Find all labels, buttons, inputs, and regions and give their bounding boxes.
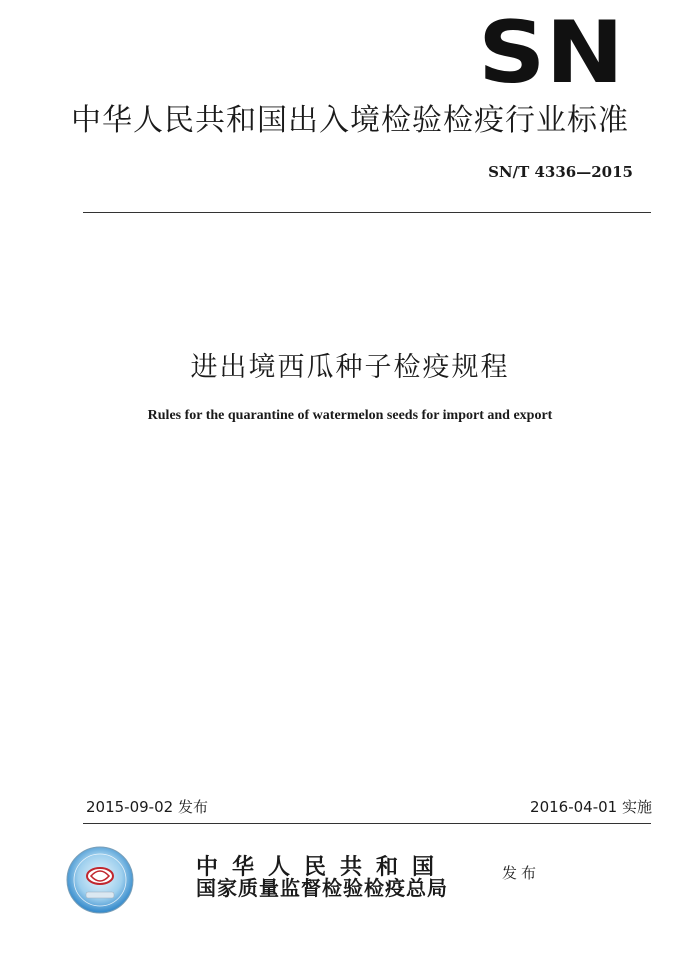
header-divider — [83, 212, 651, 213]
publish-label: 发布 — [502, 864, 541, 882]
document-title-chinese: 进出境西瓜种子检疫规程 — [190, 352, 510, 383]
issuer-agency: 国家质量监督检验检疫总局 — [196, 876, 448, 900]
sn-logo-text: SN — [478, 10, 624, 90]
standard-number: SN/T 4336—2015 — [488, 163, 633, 181]
sn-logo — [476, 10, 626, 90]
industry-standard-title: 中华人民共和国出入境检验检疫行业标准 — [71, 103, 629, 138]
implementation-date: 2016-04-01 实施 — [530, 798, 652, 816]
issuer-country: 中华人民共和国 — [196, 854, 449, 880]
issue-date: 2015-09-02 发布 — [86, 798, 208, 816]
footer-divider — [83, 823, 651, 824]
anti-counterfeit-seal-icon — [66, 846, 134, 914]
document-title-english: Rules for the quarantine of watermelon seeds for import and export — [147, 408, 553, 423]
